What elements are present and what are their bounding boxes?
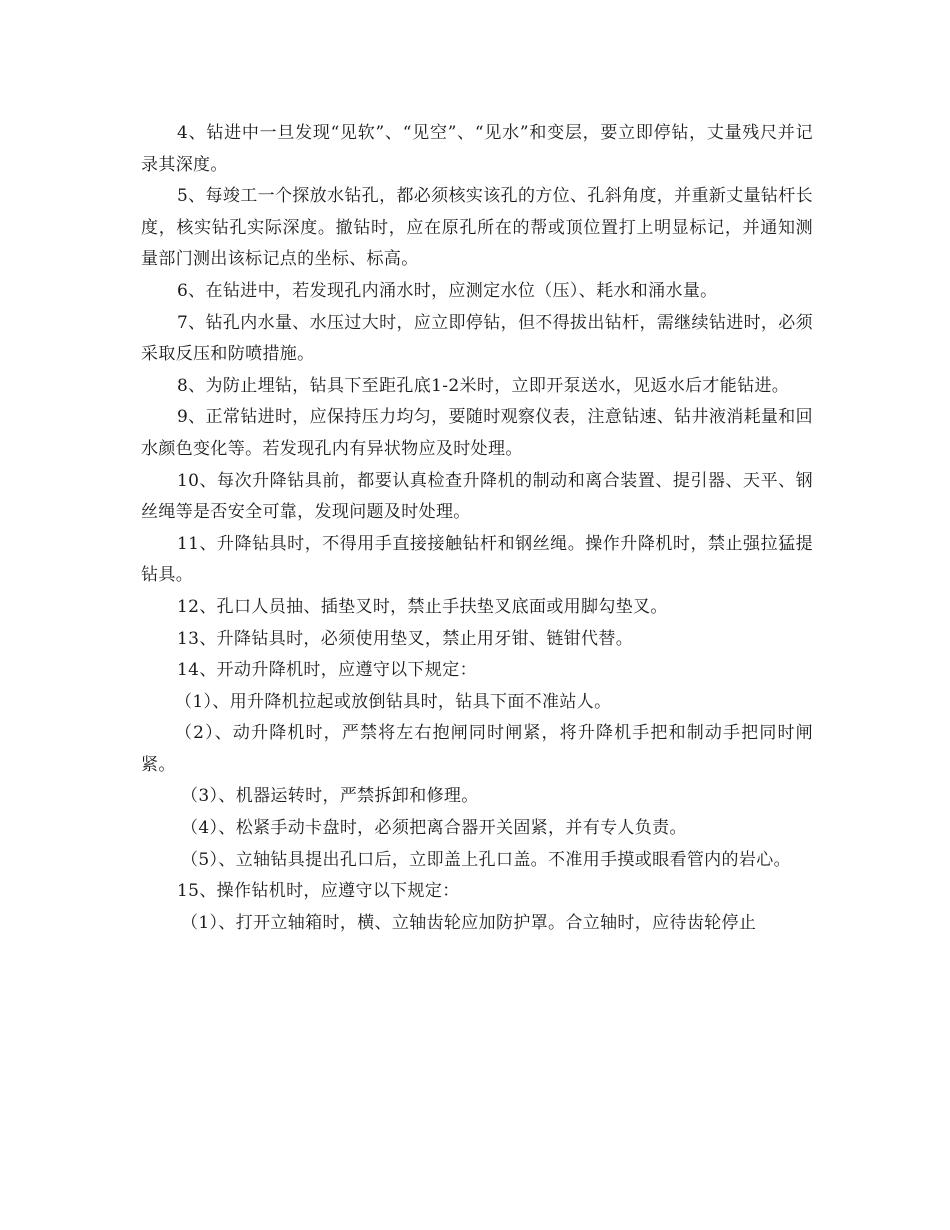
paragraph-sub-14-5: （5）、立轴钻具提出孔口后，立即盖上孔口盖。不准用手摸或眼看管内的岩心。: [181, 849, 791, 870]
paragraph-sub-14-1: （1）、用升降机拉起或放倒钻具时，钻具下面不准站人。: [175, 691, 612, 712]
paragraph-item-11: 11、升降钻具时，不得用手直接接触钻杆和钢丝绳。操作升降机时，禁止强拉猛提钻具。: [141, 533, 813, 586]
paragraph-item-10: 10、每次升降钻具前，都要认真检查升降机的制动和离合装置、提引器、天平、钢丝绳等是否安全可靠，发现问题及时处理。: [141, 470, 813, 523]
paragraph-item-7: 7、钻孔内水量、水压过大时，应立即停钻，但不得拔出钻杆，需继续钻进时，必须采取反压和防喷措施。: [141, 312, 813, 365]
paragraph-item-5: 5、每竣工一个探放水钻孔，都必须核实该孔的方位、孔斜角度，并重新丈量钻杆长度，核实钻孔实际深度。撤钻时，应在原孔所在的帮或顶位置打上明显标记，并通知测量部门测出该标记点的坐标、标高。: [141, 186, 813, 270]
paragraph-item-9: 9、正常钻进时，应保持压力均匀，要随时观察仪表，注意钻速、钻井液消耗量和回水颜色变化等。若发现孔内有异状物应及时处理。: [141, 407, 813, 459]
paragraph-item-15: 15、操作钻机时，应遵守以下规定：: [177, 881, 460, 902]
document-body: [141, 118, 813, 939]
paragraph-item-14: 14、开动升降机时，应遵守以下规定：: [177, 660, 477, 681]
paragraph-item-8: 8、为防止埋钻，钻具下至距孔底1-2米时，立即开泵送水，见返水后才能钻进。: [177, 375, 790, 396]
paragraph-item-6: 6、在钻进中，若发现孔内涌水时，应测定水位（压）、耗水和涌水量。: [177, 280, 718, 301]
paragraph-sub-14-4: （4）、松紧手动卡盘时，必须把离合器开关固紧，并有专人负责。: [181, 818, 687, 839]
paragraph-item-13: 13、升降钻具时，必须使用垫叉，禁止用牙钳、链钳代替。: [177, 628, 634, 649]
paragraph-item-12: 12、孔口人员抽、插垫叉时，禁止手扶垫叉底面或用脚勾垫叉。: [177, 596, 668, 617]
paragraph-sub-15-1: （1）、打开立轴箱时，横、立轴齿轮应加防护罩。合立轴时，应待齿轮停止: [181, 912, 757, 933]
paragraph-sub-14-2: （2）、动升降机时，严禁将左右抱闸同时闸紧，将升降机手把和制动手把同时闸紧。: [141, 723, 813, 775]
paragraph-item-4: 4、钻进中一旦发现“见软”、“见空”、“见水”和变层，要立即停钻，丈量残尺并记录其深度。: [141, 123, 813, 175]
paragraph-sub-14-3: （3）、机器运转时，严禁拆卸和修理。: [181, 786, 479, 807]
